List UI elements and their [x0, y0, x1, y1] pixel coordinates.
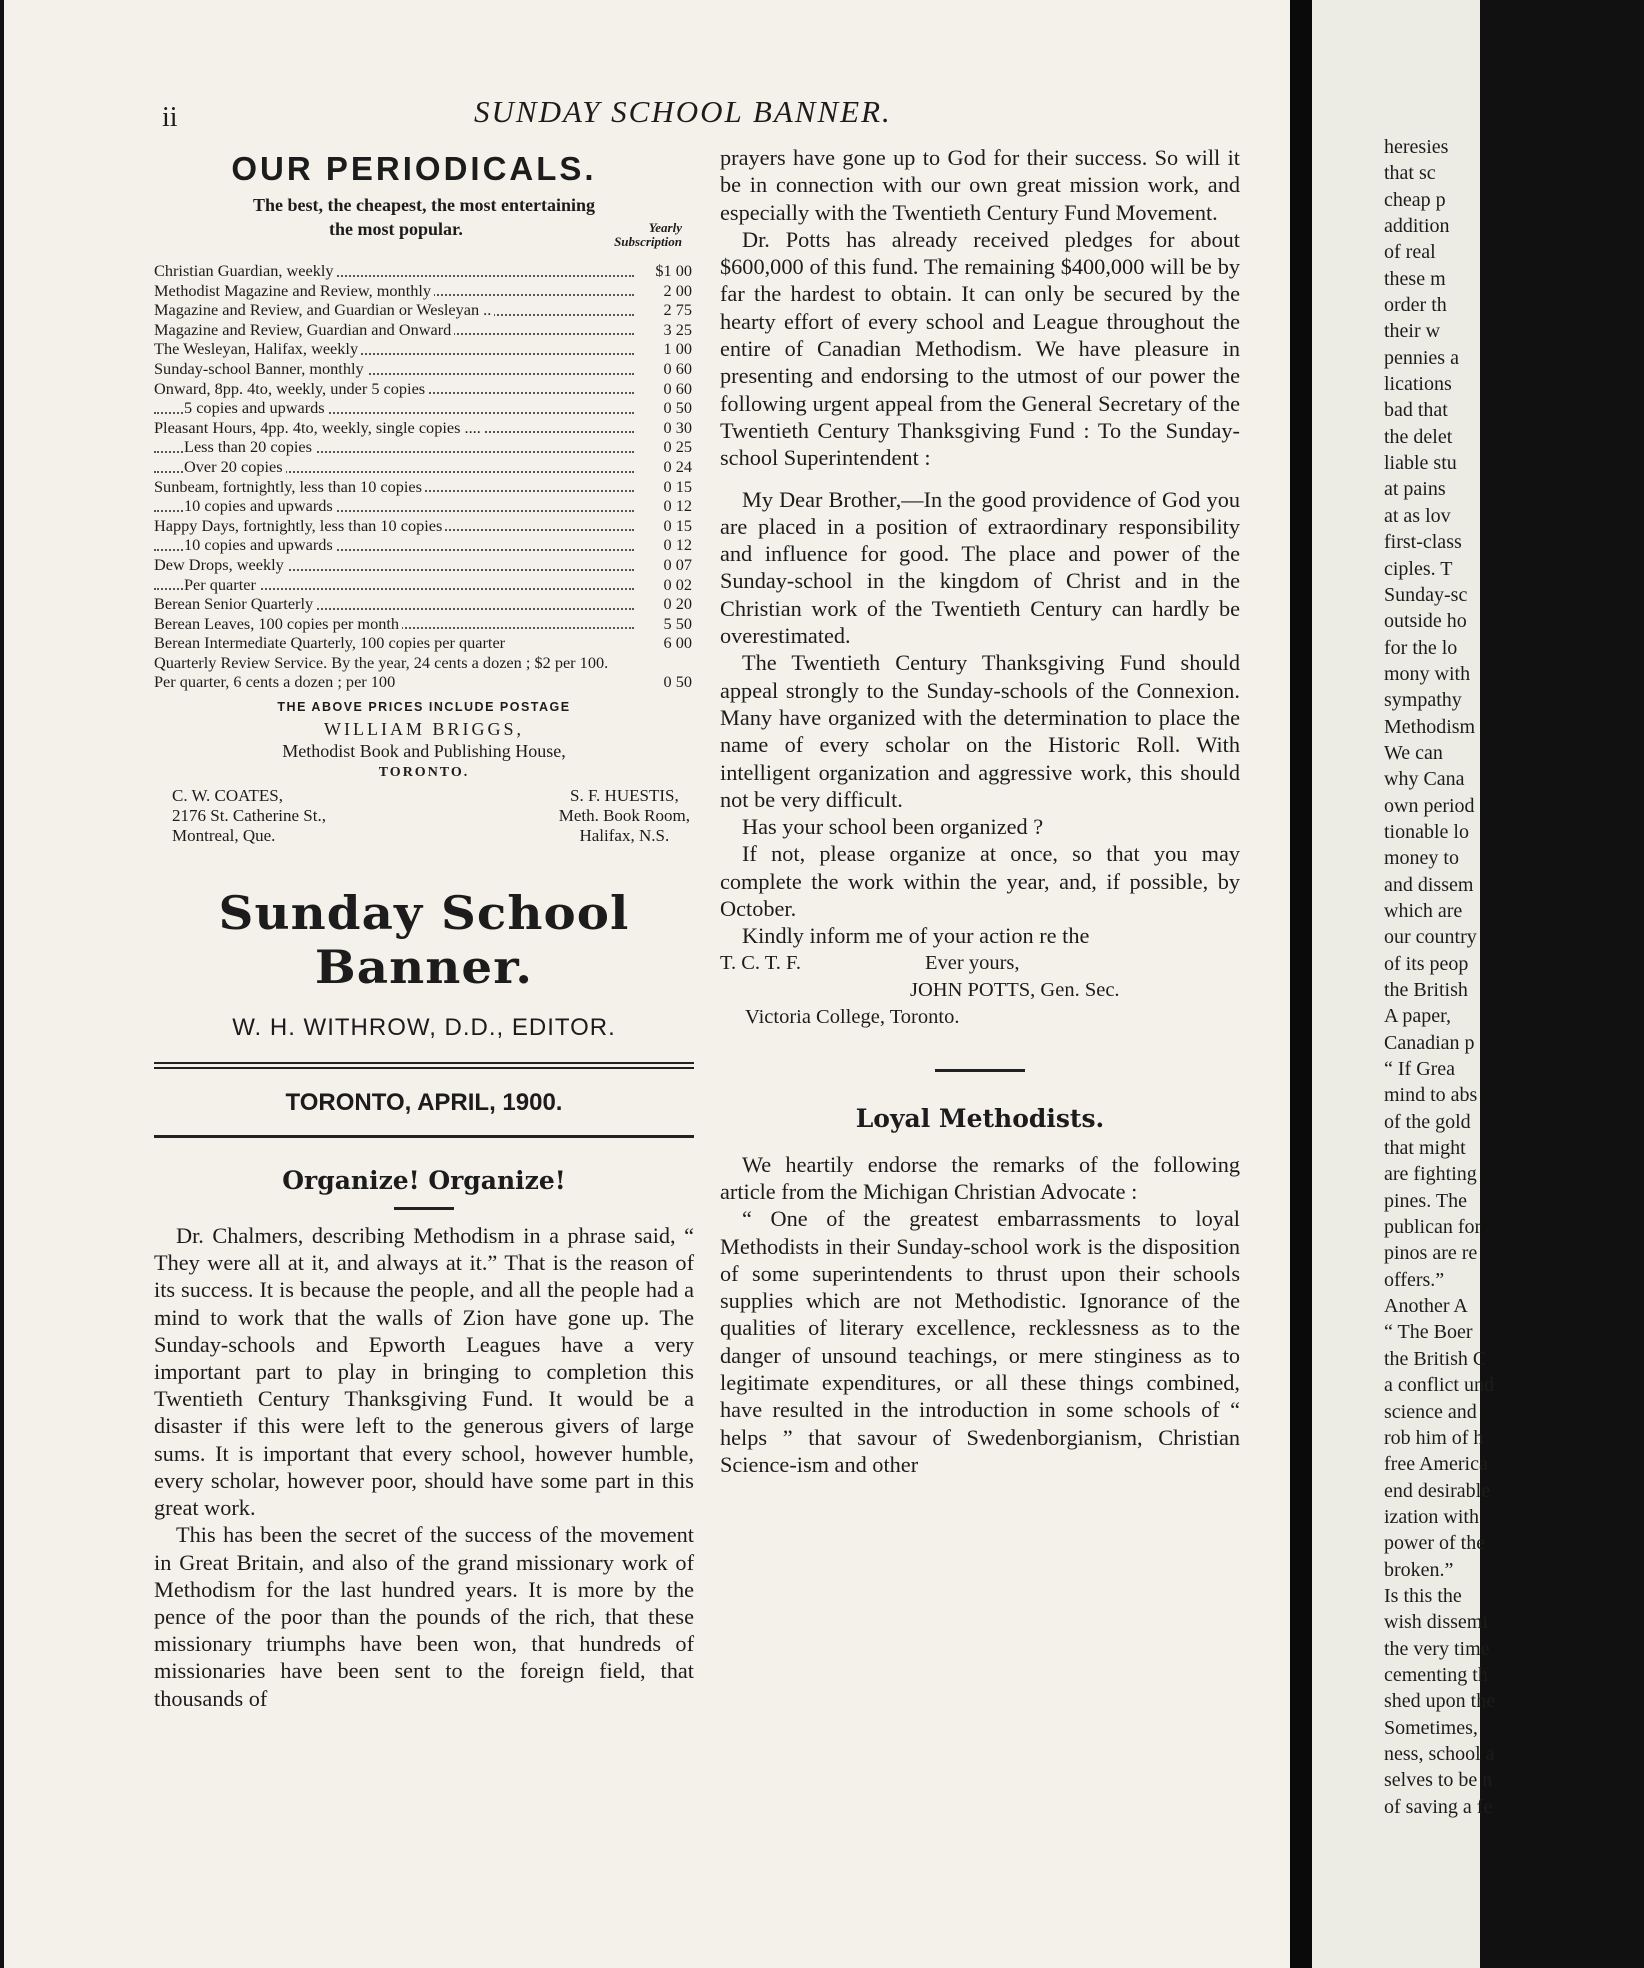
article-title-organize: Organize! Organize!	[282, 1166, 566, 1196]
article-body-loyal	[720, 1151, 1240, 1479]
facing-page-line: A paper,	[1384, 1005, 1451, 1028]
periodical-name: Sunday-school Banner, monthly	[154, 359, 367, 379]
right-column	[720, 144, 1240, 1478]
agents-block	[154, 786, 694, 846]
paragraph: Kindly inform me of your action re the	[742, 923, 1090, 949]
agent-halifax	[559, 786, 694, 846]
facing-page-line: Is this the	[1384, 1584, 1462, 1607]
periodical-price: 0 12	[663, 496, 692, 516]
price-row	[154, 398, 694, 418]
periodical-price: 0 07	[663, 554, 692, 574]
letter-signoff	[720, 950, 1240, 1031]
periodical-price: 2 00	[663, 280, 692, 300]
price-row	[154, 535, 694, 555]
facing-page-line: pennies a	[1384, 346, 1459, 369]
agent-name: S. F. HUESTIS,	[570, 786, 679, 806]
price-list	[154, 261, 694, 692]
price-row	[154, 477, 694, 497]
periodical-price: 0 60	[663, 358, 692, 378]
periodical-name: Christian Guardian, weekly	[154, 261, 337, 281]
facing-page-line: “ If Grea	[1384, 1058, 1456, 1081]
facing-page-line: science and	[1384, 1400, 1477, 1423]
price-row	[154, 555, 694, 575]
periodical-name: Sunbeam, fortnightly, less than 10 copies	[154, 477, 425, 497]
paragraph: The Twentieth Century Thanksgiving Fund should appeal strongly to the Sunday-schools of the Connexion. Many have organized with the determination to place the name of every scholar on the Historic Roll. With intelligent organization and aggressive work, this should not be very difficult.	[720, 650, 1240, 812]
paragraph: Has your school been organized ?	[742, 814, 1044, 840]
facing-page-line: We can	[1384, 741, 1443, 764]
facing-page-line: for the lo	[1384, 636, 1458, 659]
facing-page-line: heresies	[1384, 136, 1449, 158]
yearly-label: Yearly	[648, 220, 682, 235]
periodical-price: 0 50	[663, 398, 692, 418]
periodical-price: $1 00	[655, 261, 692, 280]
facing-page-line: money to	[1384, 847, 1459, 870]
yearly-subscription-label	[614, 221, 682, 248]
facing-page-line: ness, school a	[1384, 1742, 1495, 1765]
price-row	[154, 281, 694, 301]
paragraph: Dr. Potts has already received pledges for about $600,000 of this fund. The remaining $400,000 will be by far the hardest to obtain. It can only be secured by the hearty effort of every school and League throughout the entire of Canadian Methodism. We have pleasure in presenting and endorsing to the utmost of our power the following urgent appeal from the General Secretary of the Twentieth Century Thanksgiving Fund : To the Sunday-school Superintendent :	[720, 226, 1240, 471]
periodical-name: Onward, 8pp. 4to, weekly, under 5 copies	[154, 379, 428, 399]
facing-page-line: are fighting	[1384, 1163, 1477, 1186]
periodical-price: 0 02	[663, 574, 692, 594]
periodical-name: Magazine and Review, and Guardian or Wesleyan ..	[154, 300, 494, 320]
facing-page-line: offers.”	[1384, 1268, 1445, 1291]
facing-page-line: Sunday-sc	[1384, 583, 1468, 606]
facing-page-line: broken.”	[1384, 1558, 1454, 1581]
price-row	[154, 418, 694, 438]
periodicals-tagline: The best, the cheapest, the most entertaining	[253, 195, 595, 215]
section-rule	[935, 1069, 1025, 1072]
publisher-city: TORONTO.	[378, 765, 470, 781]
price-row	[154, 457, 694, 477]
facing-page-line: sympathy	[1384, 689, 1462, 712]
facing-page-line: tionable lo	[1384, 820, 1469, 843]
facing-page-line: their w	[1384, 320, 1441, 343]
price-row	[154, 633, 694, 653]
subscription-label: Subscription	[614, 233, 682, 249]
facing-page-line: ization with	[1384, 1505, 1479, 1528]
facing-page-line: wish dissemi	[1384, 1611, 1488, 1634]
periodical-name: Pleasant Hours, 4pp. 4to, weekly, single copies ....	[154, 418, 484, 438]
facing-page-line: a conflict und	[1384, 1374, 1494, 1397]
paragraph: This has been the secret of the success of the movement in Great Britain, and also of the grand missionary work of Methodism for the last hundred years. It is more by the pence of the poor than the pounds of the rich, that these missionary triumphs have been won, that hundreds of missionaries have been sent to the foreign field, that thousands of	[154, 1522, 694, 1711]
price-row	[154, 359, 694, 379]
page-gutter	[1290, 0, 1312, 1968]
periodical-name: Over 20 copies	[184, 457, 286, 477]
periodicals-heading: OUR PERIODICALS.	[231, 150, 597, 187]
facing-page-line: liable stu	[1384, 452, 1457, 475]
periodical-price: 0 15	[663, 515, 692, 535]
periodical-name: Per quarter	[184, 575, 259, 595]
facing-page-line: Another A	[1384, 1295, 1468, 1318]
closing: Ever yours,	[925, 951, 1020, 974]
fund-abbreviation: T. C. T. F.	[720, 951, 801, 974]
magazine-page	[4, 0, 1290, 1968]
periodical-price: 0 60	[663, 378, 692, 398]
facing-page-line: the British C	[1384, 1347, 1487, 1370]
facing-page-line: lications	[1384, 373, 1452, 396]
page-number: ii	[162, 102, 178, 133]
periodical-price: 3 25	[663, 319, 692, 339]
price-row	[154, 320, 694, 340]
facing-page-line: which are	[1384, 899, 1463, 922]
facing-page-line: of saving a fe	[1384, 1795, 1493, 1818]
periodical-price: 0 25	[663, 437, 692, 457]
periodical-price: 0 15	[663, 476, 692, 496]
facing-page-line: end desirable	[1384, 1479, 1491, 1502]
facing-page-line: power of the	[1384, 1532, 1486, 1555]
article-continuation	[720, 144, 1240, 950]
periodical-name: Less than 20 copies	[184, 437, 315, 457]
facing-page-line: mony with	[1384, 662, 1471, 685]
periodical-price: 5 50	[663, 613, 692, 633]
facing-page-line: cheap p	[1384, 188, 1446, 211]
facing-page-line: of the gold	[1384, 1110, 1471, 1133]
price-row	[154, 300, 694, 320]
paragraph: prayers have gone up to God for their success. So will it be in connection with our own great mission work, and especially with the Twentieth Century Fund Movement.	[720, 145, 1240, 225]
paragraph: “ One of the greatest embarrassments to loyal Methodists in their Sunday-school work is the disposition of some superintendents to thrust upon their schools supplies which are not Methodistic. Ignorance of the qualities of literary excellence, recklessness as to the danger of unsound teachings, or mere stinginess as to legitimate expenditures, or all these things combined, have resulted in the introduction in some schools of “ helps ” that savour of Swedenborgianism, Christian Science-ism and other	[720, 1206, 1240, 1477]
agent-city: Halifax, N.S.	[579, 826, 670, 846]
running-title: SUNDAY SCHOOL BANNER.	[474, 94, 892, 129]
facing-page-line: at pains	[1384, 478, 1446, 501]
price-row	[154, 339, 694, 359]
facing-page-line: pinos are re	[1384, 1242, 1478, 1265]
agent-address: Meth. Book Room,	[558, 806, 690, 826]
periodical-price: 0 12	[663, 535, 692, 555]
periodical-name: 10 copies and upwards	[184, 496, 336, 516]
article-title-loyal: Loyal Methodists.	[855, 1103, 1105, 1133]
price-list-header	[154, 219, 694, 261]
periodical-name: Berean Senior Quarterly	[154, 594, 316, 614]
facing-page-line: outside ho	[1384, 610, 1467, 633]
masthead-editor: W. H. WITHROW, D.D., EDITOR.	[232, 1014, 616, 1042]
article-body-organize	[154, 1222, 694, 1712]
publisher-name: WILLIAM BRIGGS,	[324, 719, 524, 740]
facing-page-line: “ The Boer	[1384, 1321, 1473, 1344]
agent-city: Montreal, Que.	[172, 826, 276, 846]
price-row	[154, 261, 694, 281]
facing-page-line: that sc	[1384, 162, 1436, 185]
paragraph: We heartily endorse the remarks of the following article from the Michigan Christian Advocate :	[720, 1151, 1240, 1204]
periodical-name: Berean Leaves, 100 copies per month	[154, 614, 402, 634]
facing-page-line: own period	[1384, 794, 1475, 817]
periodical-name: The Wesleyan, Halifax, weekly	[154, 339, 361, 359]
agent-montreal	[154, 786, 326, 846]
publisher-house: Methodist Book and Publishing House,	[282, 741, 566, 762]
divider-rule	[154, 1135, 694, 1138]
periodical-price: 0 50	[663, 672, 692, 692]
agent-address: 2176 St. Catherine St.,	[172, 806, 326, 826]
periodical-name: Berean Intermediate Quarterly, 100 copies per quarter	[154, 633, 506, 653]
price-row	[154, 614, 694, 634]
masthead-title: Sunday School Banner.	[218, 886, 630, 995]
facing-page-line: bad that	[1384, 399, 1448, 422]
price-row	[154, 437, 694, 457]
price-row	[154, 379, 694, 399]
paragraph: My Dear Brother,—In the good providence of God you are placed in a position of extraordinary responsibility and influence for good. The place and power of the Sunday-school in the kingdom of Christ and in the Christian work of the Twentieth Century can hardly be overestimated.	[720, 486, 1240, 649]
double-rule	[154, 1062, 694, 1069]
facing-page-line: pines. The	[1384, 1189, 1467, 1212]
facing-page-text	[1384, 134, 1644, 1820]
college-address: Victoria College, Toronto.	[745, 1005, 960, 1028]
paragraph: If not, please organize at once, so that you may complete the work within the year, and, if possible, by October.	[720, 841, 1240, 922]
periodical-name: 10 copies and upwards	[184, 535, 336, 555]
facing-page-line: the delet	[1384, 425, 1453, 448]
periodical-name: 5 copies and upwards	[184, 398, 328, 418]
periodical-name: Methodist Magazine and Review, monthly	[154, 281, 434, 301]
facing-page-line: rob him of h	[1384, 1426, 1484, 1449]
facing-page-line: free America	[1384, 1453, 1488, 1476]
facing-page-fragment	[1312, 0, 1496, 1968]
periodical-price: 0 24	[663, 456, 692, 476]
dateline: TORONTO, APRIL, 1900.	[285, 1089, 563, 1117]
facing-page-line: order th	[1384, 294, 1447, 317]
title-rule	[394, 1207, 454, 1210]
facing-page-line: that might	[1384, 1137, 1466, 1160]
periodical-name: Happy Days, fortnightly, less than 10 copies	[154, 516, 445, 536]
postage-note: THE ABOVE PRICES INCLUDE POSTAGE	[277, 700, 571, 715]
agent-name: C. W. COATES,	[172, 786, 283, 806]
facing-page-line: the very time	[1384, 1637, 1490, 1660]
periodicals-tagline-2: the most popular.	[329, 219, 463, 239]
periodical-price: 0 20	[663, 594, 692, 614]
facing-page-line: at as lov	[1384, 504, 1451, 527]
periodical-price: 2 75	[663, 300, 692, 320]
facing-page-line: selves to be n	[1384, 1769, 1493, 1792]
periodical-price: 0 30	[663, 417, 692, 437]
facing-page-line: Sometimes,	[1384, 1716, 1478, 1739]
facing-page-line: mind to abs	[1384, 1084, 1478, 1107]
facing-page-line: and dissem	[1384, 873, 1474, 896]
facing-page-line: these m	[1384, 267, 1446, 290]
facing-page-line: cementing th	[1384, 1663, 1488, 1686]
facing-page-line: our country	[1384, 926, 1477, 949]
facing-page-line: publican for	[1384, 1216, 1482, 1239]
facing-page-line: of real	[1384, 241, 1436, 264]
price-row	[154, 594, 694, 614]
paragraph: Dr. Chalmers, describing Methodism in a phrase said, “ They were all at it, and always at it.” That is the reason of its success. It is because the people, and all the people had a mind to work that the walls of Zion have gone up. The Sunday-schools and Epworth Leagues have a very important part to play in bringing to completion this Twentieth Century Thanksgiving Fund. It would be a disaster if this were left to the generous givers of large sums. It is important that every school, however humble, every scholar, however poor, should have some part in this great work.	[154, 1223, 694, 1521]
facing-page-line: why Cana	[1384, 768, 1465, 791]
price-row	[154, 653, 694, 692]
price-row	[154, 496, 694, 516]
facing-page-line: Methodism	[1384, 715, 1476, 738]
left-column	[154, 150, 694, 1712]
facing-page-line: the British	[1384, 979, 1468, 1001]
publisher-block	[154, 718, 694, 784]
facing-page-line: addition	[1384, 215, 1450, 238]
signature: JOHN POTTS, Gen. Sec.	[910, 978, 1120, 1001]
periodical-price: 1 00	[663, 339, 692, 359]
periodical-name: Magazine and Review, Guardian and Onward	[154, 320, 454, 340]
facing-page-line: Canadian p	[1384, 1031, 1475, 1054]
periodical-price: 6 00	[663, 633, 692, 653]
facing-page-line: shed upon the	[1384, 1690, 1496, 1713]
facing-page-line: of its peop	[1384, 952, 1469, 975]
price-row	[154, 575, 694, 595]
price-row	[154, 516, 694, 536]
facing-page-line: first-class	[1384, 531, 1462, 554]
periodical-name: Dew Drops, weekly	[154, 555, 287, 575]
facing-page-line: ciples. T	[1384, 557, 1453, 580]
periodical-name: Quarterly Review Service. By the year, 24 cents a dozen ; $2 per 100. Per quarter, 6 cents a dozen ; per 100	[154, 652, 609, 692]
